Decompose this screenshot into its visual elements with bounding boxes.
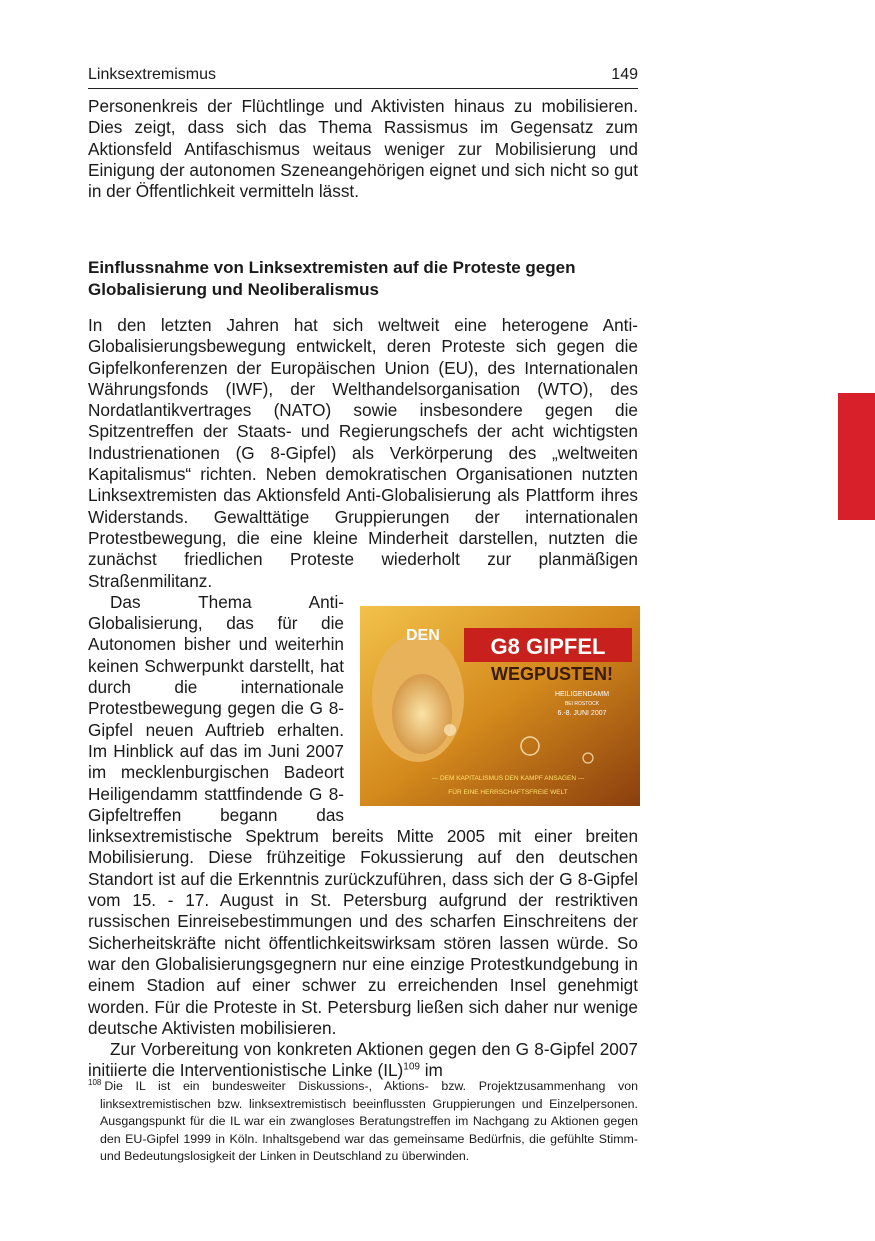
chapter-marker-tab [838, 393, 875, 520]
footnote-number: 108 [88, 1077, 102, 1087]
running-header-title: Linksextremismus [88, 66, 217, 83]
main-text [88, 315, 638, 1082]
footnote-ref-109: 109 [403, 1061, 420, 1073]
intro-block [88, 96, 638, 202]
poster-line3: WEGPUSTEN! [490, 663, 614, 684]
paragraph-1: In den letzten Jahren hat sich weltweit eine heterogene Anti-Globalisierungsbewegung entwickelt, deren Proteste sich gegen die Gipfelkonferenzen der Europäischen Union (EU), des Internationalen Währungsfonds (IWF), der Welthandelsorganisation (WTO), des Nordatlantikvertrages (NATO) sowie insbesondere gegen die Spitzentreffen der Staats- und Regierungschefs der acht wichtigsten Industrienationen (G 8-Gipfel) als Verkörperung des „weltweiten Kapitalismus“ richten. Neben demokratischen Organisationen nutzten Linksextremisten das Aktionsfeld Anti-Globalisierung als Plattform ihres Widerstands. Gewalttätige Gruppierungen der internationalen Protestbewegung, die eine kleine Minderheit darstellen, nutzten die zunächst friedlichen Proteste wiederholt zur planmäßigen Straßenmilitanz. [88, 315, 638, 591]
g8-poster-graphic [360, 606, 640, 806]
poster-slogan2: FÜR EINE HERRSCHAFTSFREIE WELT [448, 788, 568, 796]
header-rule [88, 88, 638, 89]
intro-paragraph: Personenkreis der Flüchtlinge und Aktivisten hinaus zu mobilisieren. Dies zeigt, dass sich das Thema Rassismus im Gegensatz zum Aktionsfeld Antifaschismus weitaus weniger zur Mobilisierung und Einigung der autonomen Szeneangehörigen eignet und sich nicht so gut in der Öffentlichkeit vermitteln lässt. [88, 96, 638, 202]
poster-place: HEILIGENDAMM [554, 690, 610, 698]
paragraph-2 [88, 592, 638, 1039]
poster-dates: 6.-8. JUNI 2007 [557, 709, 607, 717]
footnote-text: Die IL ist ein bundesweiter Diskussions-, Aktions- bzw. Projektzusammenhang von linksextremistischen bzw. linksextremistisch beeinflussten Gruppierungen und Einzelpersonen. Ausgangspunkt für die IL war ein zwangloses Beratungstreffen im Nachgang zu Aktionen gegen den EU-Gipfel 1999 in Köln. Inhaltsgebend war das gemeinsame Bedürfnis, die gefühlte Stimm- und Bedeutungslosigkeit der Linken in Deutschland zu überwinden. [100, 1079, 638, 1163]
bubble-small [444, 724, 456, 736]
girl-face [392, 674, 452, 754]
poster-line1: DEN [406, 626, 440, 644]
footnote-body [88, 1078, 638, 1166]
footnote [88, 1078, 638, 1166]
g8-poster-image [360, 606, 640, 806]
running-header [88, 66, 638, 88]
paragraph-3 [88, 1039, 638, 1082]
section-heading: Einflussnahme von Linksextremisten auf die Proteste gegen Globalisierung und Neoliberalismus [88, 258, 576, 299]
paragraph-2-text: Das Thema Anti-Globalisierung, das für die Autonomen bisher und weiterhin keinen Schwerpunkt darstellt, hat durch die internationale Protestbewegung gegen die G 8-Gipfel neuen Auftrieb erhalten. Im Hinblick auf das im Juni 2007 im mecklenburgischen Badeort Heiligendamm stattfindende G 8-Gipfeltreffen begann das linksextremistische Spektrum bereits Mitte 2005 mit einer breiten Mobilisierung. Diese frühzeitige Fokussierung auf den deutschen Standort ist auf die Erkenntnis zurückzuführen, dass sich der G 8-Gipfel vom 15. - 17. August in St. Petersburg aufgrund der restriktiven russischen Einreisebestimmungen und des scharfen Einschreitens der Sicherheitskräfte nicht öffentlichkeitswirksam stören lassen würde. So war den Globalisierungsgegnern nur eine einzige Protestkundgebung in einem Stadion auf einer schwer zu erreichenden Insel genehmigt worden. Für die Proteste in St. Petersburg ließen sich daher nur wenige deutsche Aktivisten mobilisieren. [88, 591, 638, 1038]
poster-sub: BEI ROSTOCK [564, 700, 600, 707]
paragraph-3-text: Zur Vorbereitung von konkreten Aktionen gegen den G 8-Gipfel 2007 initiierte die Interventionistische Linke (IL) [88, 1039, 638, 1081]
poster-line2: G8 GIPFEL [490, 633, 606, 659]
poster-slogan1: --- DEM KAPITALISMUS DEN KAMPF ANSAGEN --- [431, 774, 585, 782]
page-number: 149 [611, 66, 638, 83]
paragraph-3-end: im [419, 1060, 443, 1081]
